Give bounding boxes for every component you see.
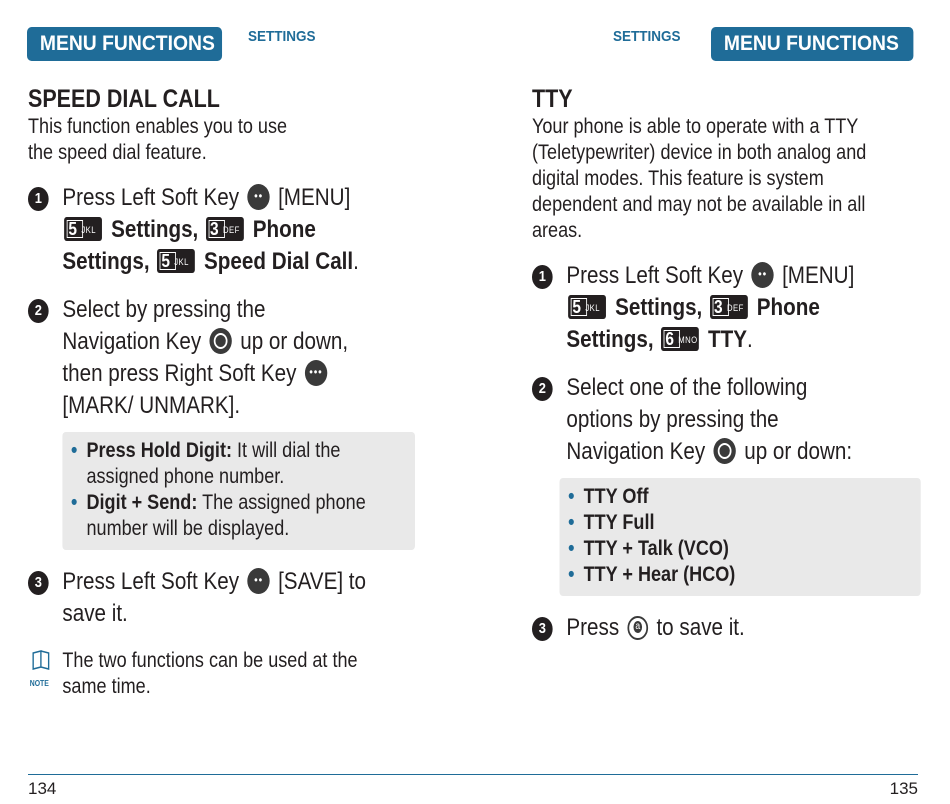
right-page [475, 0, 950, 804]
list-item: • TTY Full [568, 510, 912, 536]
list-item: • TTY + Hear (HCO) [568, 562, 912, 588]
menu-path-settings: Settings, [615, 294, 703, 321]
step-number: 2 [532, 377, 553, 401]
left-soft-key-icon: •• [247, 184, 269, 210]
menu-functions-header: MENU FUNCTIONS [711, 27, 913, 61]
tty-section [532, 84, 932, 644]
step-text: up or down: [744, 438, 853, 465]
left-soft-key-icon: •• [751, 262, 773, 288]
key-6-icon: 6 MNO [661, 327, 699, 351]
section-description: Your phone is able to operate with a TTY (Teletypewriter) device in both analog and digital modes. This feature is system dependent and may not be available in all areas. [532, 115, 867, 242]
step-text: to save it. [656, 614, 745, 641]
step-text: Press Left Soft Key [566, 262, 744, 289]
step-text: Press Left Soft Key [62, 184, 240, 211]
step-text: [MENU] [782, 262, 855, 289]
step-1: 1 Press Left Soft Key •• [MENU] 5 JKL Settings, 3 DEF Phone Settings, 5 JKL Speed Dial Call. [28, 182, 372, 278]
menu-path-phone-settings: Phone Settings, [566, 294, 820, 353]
step-2 [28, 294, 363, 422]
step-text: Select one of the following options by pressing the Navigation Key [566, 374, 808, 465]
step-text: Press Left Soft Key [62, 568, 240, 595]
step-text: Select by pressing the Navigation Key [62, 296, 266, 355]
options-box [560, 478, 921, 596]
step-number: 3 [532, 617, 553, 641]
list-item: • TTY + Talk (VCO) [568, 536, 912, 562]
step-1: 1 Press Left Soft Key •• [MENU] 5 JKL Settings, 3 DEF Phone Settings, 6 MNO TTY. [532, 260, 893, 356]
list-item: • TTY Off [568, 484, 912, 510]
menu-path-phone-settings: Phone Settings, [62, 216, 316, 275]
key-5-icon: 5 JKL [64, 217, 102, 241]
ok-key-icon: a [627, 616, 648, 640]
note-text: The two functions can be used at the same time. [62, 649, 358, 698]
step-text: [MENU] [278, 184, 351, 211]
key-3-icon: 3 DEF [206, 217, 244, 241]
list-item: • Digit + Send: The assigned phone number will be displayed. [71, 490, 406, 542]
step-text: [SAVE] to save it. [62, 568, 367, 627]
step-number: 1 [532, 265, 553, 289]
step-number: 2 [28, 299, 49, 323]
step-number: 3 [28, 571, 49, 595]
step-text: [MARK/ UNMARK]. [62, 392, 241, 419]
navigation-key-icon [210, 328, 232, 354]
left-soft-key-icon: •• [247, 568, 269, 594]
menu-functions-header: MENU FUNCTIONS [27, 27, 222, 61]
step-text: up or down, then press Right Soft Key [62, 328, 349, 387]
navigation-key-icon [714, 438, 736, 464]
section-description: This function enables you to use the speed dial feature. [28, 115, 288, 164]
menu-path-speed-dial-call: Speed Dial Call [204, 248, 354, 275]
key-5-icon: 5 JKL [157, 249, 195, 273]
key-3-icon: 3 DEF [710, 295, 748, 319]
section-title: SPEED DIAL CALL [28, 85, 220, 113]
footer-rule [28, 774, 918, 775]
info-box [62, 432, 415, 550]
step-2 [532, 372, 876, 468]
section-title: TTY [532, 85, 573, 113]
step-3 [28, 566, 372, 630]
page-number-right: 135 [889, 779, 918, 798]
key-5-icon: 5 JKL [568, 295, 606, 319]
settings-subheader: SETTINGS [248, 28, 316, 45]
settings-subheader: SETTINGS [613, 28, 681, 45]
step-text: Press [566, 614, 620, 641]
speed-dial-section [28, 84, 428, 700]
menu-path-settings: Settings, [111, 216, 199, 243]
right-soft-key-icon: ••• [305, 360, 327, 386]
step-3 [532, 612, 876, 644]
page-number-left: 134 [28, 779, 57, 798]
menu-path-tty: TTY [708, 326, 748, 353]
list-item: • Press Hold Digit: It will dial the assigned phone number. [71, 438, 406, 490]
step-number: 1 [28, 187, 49, 211]
note-book-icon: NOTE [30, 650, 54, 684]
note [28, 648, 372, 700]
